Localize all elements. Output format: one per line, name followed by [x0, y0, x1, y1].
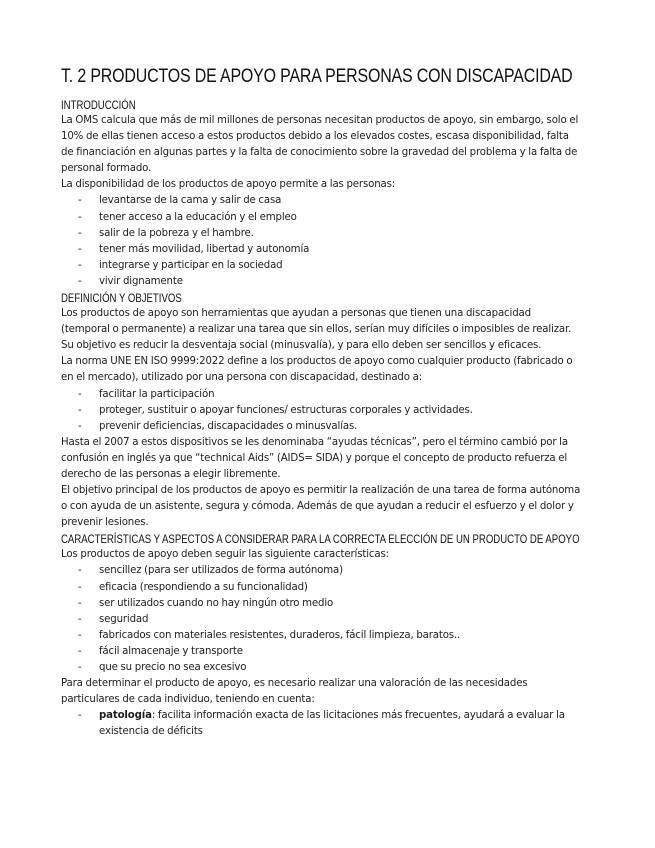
list-item-text: : facilita información exacta de las licitaciones más frecuentes, ayudará a evaluar la existencia de déficits: [99, 710, 565, 738]
list-item-text: tener acceso a la educación y el empleo: [99, 211, 297, 223]
dash-bullet: -: [78, 420, 82, 432]
list-item: [61, 628, 581, 644]
list-item-text: ser utilizados cuando no hay ningún otro medio: [99, 597, 334, 609]
list-item: [61, 580, 581, 596]
list-item: [61, 387, 581, 403]
dash-bullet: -: [78, 211, 82, 223]
list-item: [61, 563, 581, 579]
dash-bullet: -: [78, 662, 82, 673]
dash-bullet: -: [78, 613, 82, 625]
list-item-text: tener más movilidad, libertad y autonomía: [99, 243, 310, 255]
dash-bullet: -: [78, 404, 82, 416]
definition-paragraph-1: Los productos de apoyo son herramientas que ayudan a personas que tienen una discapacidad (temporal o permanente) a realizar una tarea que sin ellos, serían muy difíciles o imposibles de realizar. Su objetivo es reducir la desventaja social (minusvalía), y para ello deben ser sencillos y eficaces.: [61, 308, 572, 352]
list-item-text: que su precio no sea excesivo: [99, 662, 247, 673]
list-item: [61, 660, 581, 676]
list-item-text: proteger, sustituir o apoyar funciones/ estructuras corporales y actividades.: [99, 404, 473, 416]
list-item-text: facilitar la participación: [99, 388, 215, 400]
list-item: [61, 419, 581, 435]
list-item: [61, 274, 581, 290]
list-item: [61, 644, 581, 660]
dash-bullet: -: [78, 710, 82, 722]
list-item-text: vivir dignamente: [99, 275, 183, 287]
document-content: [61, 66, 581, 740]
characteristics-list: [61, 563, 581, 676]
characteristics-paragraph-2: Para determinar el producto de apoyo, es necesario realizar una valoración de las necesidades particulares de cada individuo, teniendo en cuenta:: [61, 678, 528, 706]
list-item-text: sencillez (para ser utilizados de forma autónoma): [99, 565, 343, 577]
list-item-text: eficacia (respondiendo a su funcionalidad): [99, 581, 308, 593]
dash-bullet: -: [78, 565, 82, 577]
list-item-text: salir de la pobreza y el hambre.: [99, 227, 254, 239]
list-item: [61, 708, 581, 740]
dash-bullet: -: [78, 581, 82, 593]
list-item-text: fabricados con materiales resistentes, duraderos, fácil limpieza, baratos..: [99, 629, 461, 641]
section-heading-definition: DEFINICIÓN Y OBJETIVOS: [61, 291, 182, 306]
section-heading-intro: INTRODUCCIÓN: [61, 98, 136, 112]
definition-paragraph-3: Hasta el 2007 a estos dispositivos se les denominaba “ayudas técnicas”, pero el término cambió por la confusión en inglés ya que “technical Aids” (AIDS= SIDA) y porque el concepto de producto refuerza el derecho de las personas a elegir libremente.: [61, 436, 568, 480]
assessment-list: [61, 708, 581, 740]
list-item-text: levantarse de la cama y salir de casa: [99, 195, 282, 207]
list-item-text: seguridad: [99, 613, 149, 625]
dash-bullet: -: [78, 597, 82, 609]
dash-bullet: -: [78, 629, 82, 641]
list-item: [61, 226, 581, 242]
dash-bullet: -: [78, 259, 82, 271]
document-title: T. 2 PRODUCTOS DE APOYO PARA PERSONAS CON DISCAPACIDAD: [61, 66, 573, 87]
intro-paragraph-2: La disponibilidad de los productos de apoyo permite a las personas:: [61, 179, 396, 191]
list-item: [61, 210, 581, 226]
characteristics-paragraph-1: Los productos de apoyo deben seguir las siguiente características:: [61, 549, 389, 561]
list-item-text: fácil almacenaje y transporte: [99, 645, 243, 657]
intro-paragraph-1: La OMS calcula que más de mil millones de personas necesitan productos de apoyo, sin embargo, solo el 10% de ellas tienen acceso a estos productos debido a los elevados costes, escasa disponibilidad, falta de financiación en algunas partes y la falta de conocimiento sobre la gravedad del problema y la falta de personal formado.: [61, 115, 579, 175]
dash-bullet: -: [78, 195, 82, 207]
definition-paragraph-4: El objetivo principal de los productos de apoyo es permitir la realización de una tarea de forma autónoma o con ayuda de un asistente, segura y cómoda. Además de que ayudan a reducir el esfuerzo y el dolor y prevenir lesiones.: [61, 485, 581, 529]
dash-bullet: -: [78, 645, 82, 657]
list-item: [61, 242, 581, 258]
list-item-term: patología: [99, 710, 152, 722]
dash-bullet: -: [78, 227, 82, 239]
dash-bullet: -: [78, 243, 82, 255]
definition-paragraph-2: La norma UNE EN ISO 9999:2022 define a los productos de apoyo como cualquier producto (fabricado o en el mercado), utilizado por una persona con discapacidad, destinado a:: [61, 356, 573, 384]
dash-bullet: -: [78, 275, 82, 287]
dash-bullet: -: [78, 388, 82, 400]
list-item: [61, 258, 581, 274]
intro-list: [61, 193, 581, 290]
list-item: [61, 596, 581, 612]
list-item: [61, 612, 581, 628]
list-item-text: prevenir deficiencias, discapacidades o minusvalías.: [99, 420, 358, 432]
list-item-text: integrarse y participar en la sociedad: [99, 259, 283, 271]
list-item: [61, 193, 581, 209]
section-heading-characteristics: CARACTERÍSTICAS Y ASPECTOS A CONSIDERAR PARA LA CORRECTA ELECCIÓN DE UN PRODUCTO DE APOYO: [61, 532, 580, 547]
definition-list: [61, 387, 581, 435]
list-item: [61, 403, 581, 419]
